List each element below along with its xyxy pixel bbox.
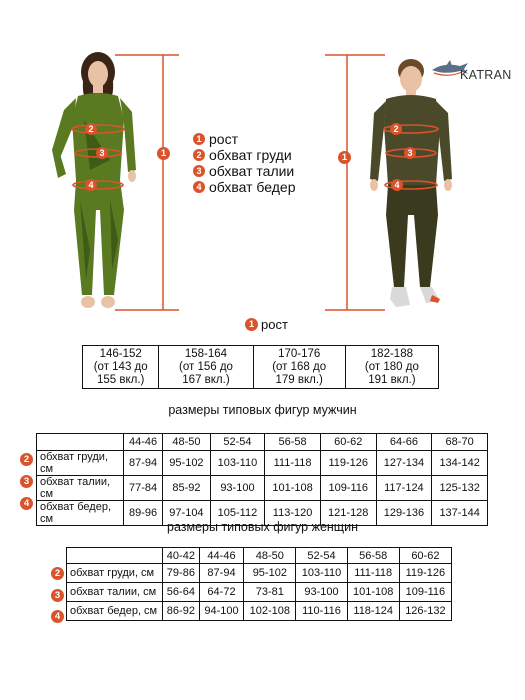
height-range-from: (от 168 до [272,360,327,373]
table-cell: 105-112 [210,501,265,526]
table-cell: 121-128 [320,501,376,526]
women-waist-row-badge: 3 [51,589,64,602]
size-header: 44-46 [124,434,163,451]
women-hips-row-badge: 4 [51,610,64,623]
women-chest-row-badge: 2 [51,567,64,580]
row-label: обхват бедер, см [67,602,163,621]
men-hips-row-badge: 4 [20,497,33,510]
man-waist-badge: 3 [404,147,416,159]
table-cell: 94-100 [199,602,243,621]
table-cell: 86-92 [163,602,200,621]
height-header-badge: 1 [245,318,258,331]
size-header: 56-58 [265,434,321,451]
row-label: обхват талии, см [37,476,124,501]
table-cell: 119-126 [399,564,451,583]
height-header-label: рост [261,317,288,332]
size-header: 48-50 [163,434,210,451]
table-cell: 97-104 [163,501,210,526]
height-range-to: 191 вкл.) [368,373,416,386]
table-cell: 127-134 [376,451,432,476]
legend-number-badge: 1 [193,133,205,145]
size-header: 40-42 [163,548,200,564]
brand-logo: KATRAN [460,68,512,82]
legend-label: обхват груди [209,147,292,163]
table-cell: 129-136 [376,501,432,526]
table-cell: 93-100 [210,476,265,501]
corner-cell [37,434,124,451]
legend-label: обхват бедер [209,179,296,195]
height-range-from: (от 180 до [364,360,419,373]
woman-hips-badge: 4 [85,179,97,191]
size-header: 60-62 [320,434,376,451]
row-label: обхват груди, см [37,451,124,476]
table-cell: 95-102 [163,451,210,476]
table-cell: 101-108 [265,476,321,501]
woman-height-bracket [115,52,185,314]
height-range-to: 167 вкл.) [182,373,230,386]
table-cell: 126-132 [399,602,451,621]
table-row [37,476,488,501]
table-cell: 77-84 [124,476,163,501]
table-cell: 109-116 [399,583,451,602]
table-row [67,564,452,583]
man-model-figure [362,55,462,317]
table-cell: 93-100 [296,583,347,602]
height-range-from: (от 143 до [93,360,148,373]
table-cell: 110-116 [296,602,347,621]
women-sizes-title: размеры типовых фигур женщин [167,520,358,534]
row-label: обхват бедер, см [37,501,124,526]
table-row [37,451,488,476]
table-cell: 101-108 [347,583,399,602]
height-range-to: 155 вкл.) [97,373,145,386]
height-range-cell [253,346,345,389]
size-header: 48-50 [244,548,296,564]
height-range-cell [159,346,253,389]
table-cell: 73-81 [244,583,296,602]
table-cell: 79-86 [163,564,200,583]
row-label: обхват талии, см [67,583,163,602]
man-hips-badge: 4 [391,179,403,191]
height-range: 182-188 [370,347,413,360]
legend-number-badge: 4 [193,181,205,193]
table-cell: 95-102 [244,564,296,583]
table-cell: 56-64 [163,583,200,602]
man-height-badge: 1 [338,151,351,164]
men-sizes-title: размеры типовых фигур мужчин [168,403,357,417]
size-header: 56-58 [347,548,399,564]
table-cell: 103-110 [296,564,347,583]
table-cell: 109-116 [320,476,376,501]
men-size-table [36,433,488,526]
women-size-table [66,547,452,621]
measurement-legend [193,131,295,195]
table-cell: 137-144 [432,501,488,526]
woman-height-badge: 1 [157,147,170,160]
table-cell: 87-94 [199,564,243,583]
height-range: 170-176 [278,347,321,360]
men-chest-row-badge: 2 [20,453,33,466]
size-header: 52-54 [210,434,265,451]
table-cell: 103-110 [210,451,265,476]
table-cell: 125-132 [432,476,488,501]
height-range-to: 179 вкл.) [275,373,323,386]
height-range-cell [83,346,159,389]
table-cell: 117-124 [376,476,432,501]
legend-item-hips [193,179,295,195]
legend-number-badge: 2 [193,149,205,161]
men-waist-row-badge: 3 [20,475,33,488]
size-header: 52-54 [296,548,347,564]
table-cell: 113-120 [265,501,321,526]
table-row [67,583,452,602]
table-cell: 64-72 [199,583,243,602]
table-cell: 134-142 [432,451,488,476]
height-section-header [245,317,288,332]
table-cell: 89-96 [124,501,163,526]
legend-item-height [193,131,295,147]
height-range-from: (от 156 до [179,360,233,373]
corner-cell [67,548,163,564]
size-header: 44-46 [199,548,243,564]
table-row [67,602,452,621]
table-cell: 102-108 [244,602,296,621]
table-cell: 85-92 [163,476,210,501]
table-cell: 118-124 [347,602,399,621]
legend-item-waist [193,163,295,179]
size-header: 68-70 [432,434,488,451]
table-cell: 87-94 [124,451,163,476]
row-label: обхват груди, см [67,564,163,583]
height-range: 158-164 [184,347,228,360]
size-header: 60-62 [399,548,451,564]
height-range: 146-152 [99,347,142,360]
height-range-cell [345,346,438,389]
man-chest-badge: 2 [390,123,402,135]
height-table [82,345,439,389]
legend-label: рост [209,131,238,147]
size-header: 64-66 [376,434,432,451]
legend-item-chest [193,147,295,163]
woman-chest-badge: 2 [85,123,97,135]
table-cell: 111-118 [265,451,321,476]
woman-waist-badge: 3 [96,147,108,159]
table-cell: 119-126 [320,451,376,476]
legend-number-badge: 3 [193,165,205,177]
table-cell: 111-118 [347,564,399,583]
legend-label: обхват талии [209,163,295,179]
